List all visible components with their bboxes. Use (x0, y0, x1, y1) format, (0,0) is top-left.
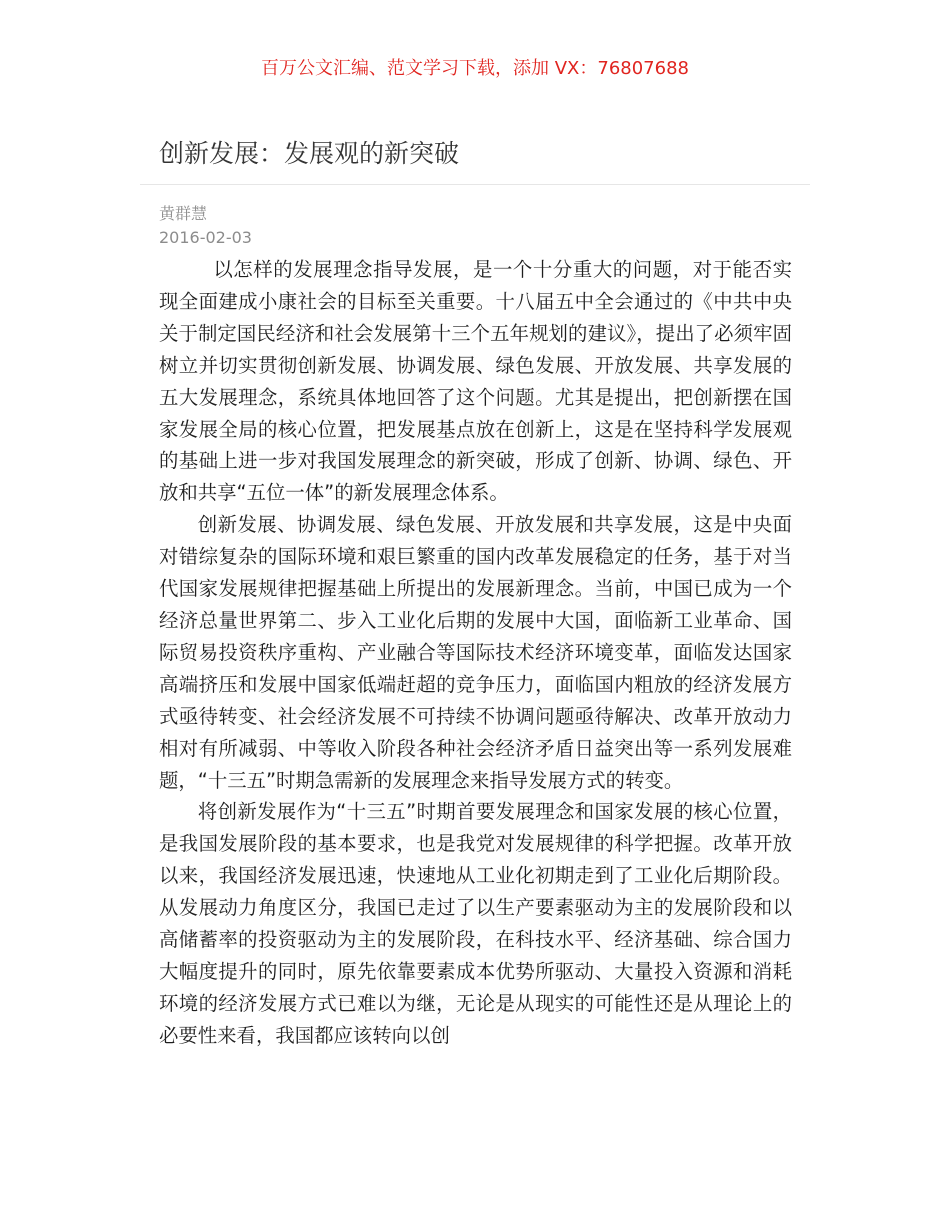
article-body (159, 254, 792, 1052)
article-paragraph-1: 以怎样的发展理念指导发展，是一个十分重大的问题，对于能否实现全面建成小康社会的目标至关重要。十八届五中全会通过的《中共中央关于制定国民经济和社会发展第十三个五年规划的建议》，提出了必须牢固树立并切实贯彻创新发展、协调发展、绿色发展、开放发展、共享发展的五大发展理念，系统具体地回答了这个问题。尤其是提出，把创新摆在国家发展全局的核心位置，把发展基点放在创新上，这是在坚持科学发展观的基础上进一步对我国发展理念的新突破，形成了创新、协调、绿色、开放和共享“五位一体”的新发展理念体系。 (159, 258, 792, 505)
article-date: 2016-02-03 (159, 228, 252, 247)
article-paragraph-2: 创新发展、协调发展、绿色发展、开放发展和共享发展，这是中央面对错综复杂的国际环境和艰巨繁重的国内改革发展稳定的任务，基于对当代国家发展规律把握基础上所提出的发展新理念。当前，中国已成为一个经济总量世界第二、步入工业化后期的发展中大国，面临新工业革命、国际贸易投资秩序重构、产业融合等国际技术经济环境变革，面临发达国家高端挤压和发展中国家低端赶超的竞争压力，面临国内粗放的经济发展方式亟待转变、社会经济发展不可持续不协调问题亟待解决、改革开放动力相对有所减弱、中等收入阶段各种社会经济矛盾日益突出等一系列发展难题，“十三五”时期急需新的发展理念来指导发展方式的转变。 (159, 513, 792, 792)
article-author: 黄群慧 (159, 204, 208, 223)
download-banner: 百万公文汇编、范文学习下载，添加 VX：76807688 (261, 58, 689, 79)
title-divider (140, 184, 810, 185)
article-paragraph-3: 将创新发展作为“十三五”时期首要发展理念和国家发展的核心位置，是我国发展阶段的基本要求，也是我党对发展规律的科学把握。改革开放以来，我国经济发展迅速，快速地从工业化初期走到了工业化后期阶段。从发展动力角度区分，我国已走过了以生产要素驱动为主的发展阶段和以高储蓄率的投资驱动为主的发展阶段，在科技水平、经济基础、综合国力大幅度提升的同时，原先依靠要素成本优势所驱动、大量投入资源和消耗环境的经济发展方式已难以为继，无论是从现实的可能性还是从理论上的必要性来看，我国都应该转向以创 (159, 800, 792, 1047)
article-title: 创新发展：发展观的新突破 (159, 139, 460, 168)
